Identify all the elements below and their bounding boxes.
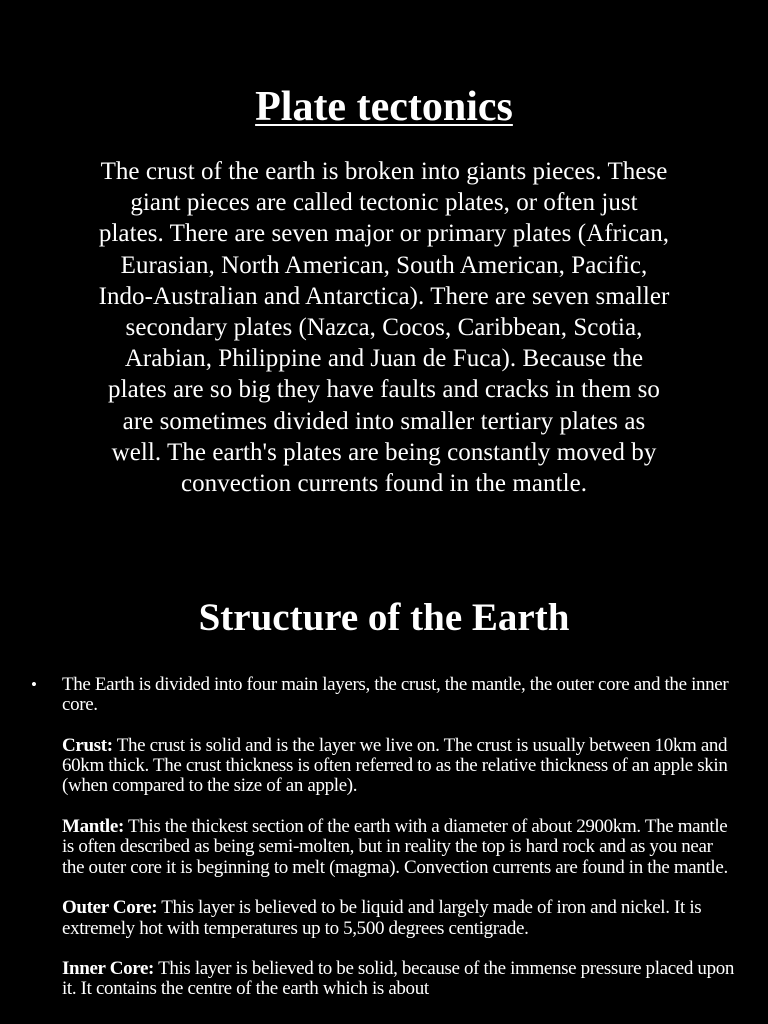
body-line: Arabian, Philippine and Juan de Fuca). Because the — [124, 345, 644, 373]
body-line: plates are so big they have faults and cracks in them so — [108, 376, 660, 404]
inner-core-term: Inner Core: — [62, 958, 155, 980]
body-line: Eurasian, North American, South American, Pacific, — [120, 251, 648, 279]
plate-tectonics-body — [56, 156, 712, 499]
structure-body — [31, 674, 738, 1020]
body-line: secondary plates (Nazca, Cocos, Caribbean, Scotia, — [125, 314, 643, 342]
mantle-paragraph — [62, 817, 738, 878]
outer-core-text: This layer is believed to be liquid and largely made of iron and nickel. It is extremely hot with temperatures up to 5,500 degrees centigrade. — [62, 897, 702, 939]
bullet-icon: • — [31, 675, 37, 694]
inner-core-paragraph — [62, 959, 738, 1000]
outer-core-term: Outer Core: — [62, 897, 158, 919]
crust-paragraph — [62, 736, 738, 797]
body-line: Indo-Australian and Antarctica). There are seven smaller — [98, 282, 670, 310]
crust-term: Crust: — [62, 734, 113, 756]
mantle-term: Mantle: — [62, 816, 124, 838]
outer-core-paragraph — [62, 898, 738, 939]
intro-paragraph: The Earth is divided into four main layers, the crust, the mantle, the outer core and the inner core. — [62, 674, 729, 716]
body-line: The crust of the earth is broken into giants pieces. These — [100, 158, 668, 185]
body-line: plates. There are seven major or primary plates (African, — [98, 220, 670, 248]
mantle-text: This the thickest section of the earth with a diameter of about 2900km. The mantle is often described as being semi-molten, but in reality the top is hard rock and as you near the outer core it is beginning to melt (magma). Convection currents are found in the mantle. — [62, 816, 728, 878]
structure-title: Structure of the Earth — [198, 596, 570, 639]
body-line: convection currents found in the mantle. — [180, 470, 588, 498]
body-line: well. The earth's plates are being constantly moved by — [111, 438, 657, 466]
inner-core-text: This layer is believed to be solid, because of the immense pressure placed upon it. It contains the centre of the earth which is about — [62, 958, 735, 1000]
body-line: are sometimes divided into smaller tertiary plates as — [122, 407, 646, 435]
body-line: giant pieces are called tectonic plates, or often just — [130, 189, 638, 217]
plate-tectonics-title: Plate tectonics — [255, 84, 513, 130]
crust-text: The crust is solid and is the layer we live on. The crust is usually between 10km and 60km thick. The crust thickness is often referred to as the relative thickness of an apple skin (when compared to the size of an apple). — [62, 734, 728, 797]
